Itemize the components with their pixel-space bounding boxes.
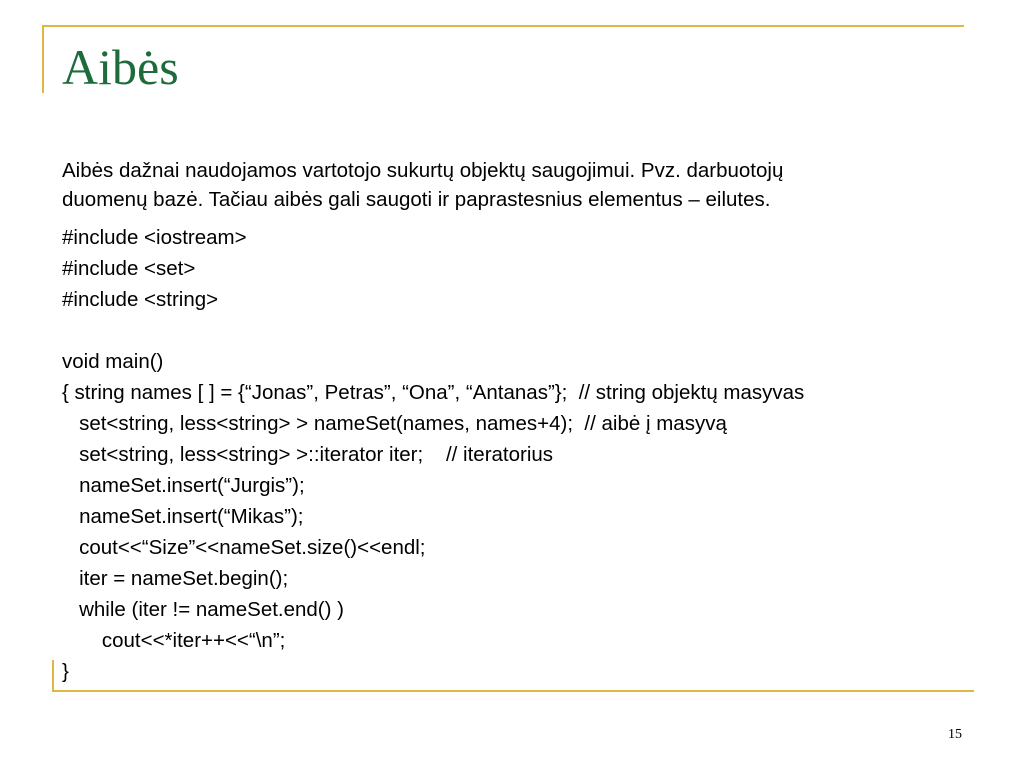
slide-body xyxy=(62,156,1002,687)
code-line: void main() xyxy=(62,350,164,373)
code-line: #include <string> xyxy=(62,288,219,311)
code-line: nameSet.insert(“Mikas”); xyxy=(62,505,304,528)
bottom-left-rule xyxy=(52,660,54,692)
intro-line: Aibės dažnai naudojamos vartotojo sukurtų objektų saugojimui. Pvz. darbuotojų xyxy=(62,159,784,182)
slide-title: Aibės xyxy=(62,39,179,95)
bottom-rule xyxy=(52,690,974,692)
code-line: cout<<*iter++<<“\n”; xyxy=(62,629,286,652)
intro-paragraph xyxy=(62,156,1002,214)
intro-line: duomenų bazė. Tačiau aibės gali saugoti ir paprastesnius elementus – eilutes. xyxy=(62,188,771,211)
code-line: iter = nameSet.begin(); xyxy=(62,567,289,590)
code-line: nameSet.insert(“Jurgis”); xyxy=(62,474,305,497)
code-line: set<string, less<string> >::iterator iter; // iteratorius xyxy=(62,443,554,466)
code-line xyxy=(62,315,1002,346)
top-rule xyxy=(42,25,964,27)
code-line: while (iter != nameSet.end() ) xyxy=(62,598,344,621)
code-block xyxy=(62,222,1002,687)
code-line: { string names [ ] = {“Jonas”, Petras”, “Ona”, “Antanas”}; // string objektų masyvas xyxy=(62,381,805,404)
code-line: cout<<“Size”<<nameSet.size()<<endl; xyxy=(62,536,426,559)
code-line: #include <set> xyxy=(62,257,196,280)
page-number: 15 xyxy=(948,727,962,742)
left-rule xyxy=(42,25,44,93)
code-line: #include <iostream> xyxy=(62,226,247,249)
code-line: set<string, less<string> > nameSet(names, names+4); // aibė į masyvą xyxy=(62,412,727,435)
code-line: } xyxy=(62,660,69,683)
